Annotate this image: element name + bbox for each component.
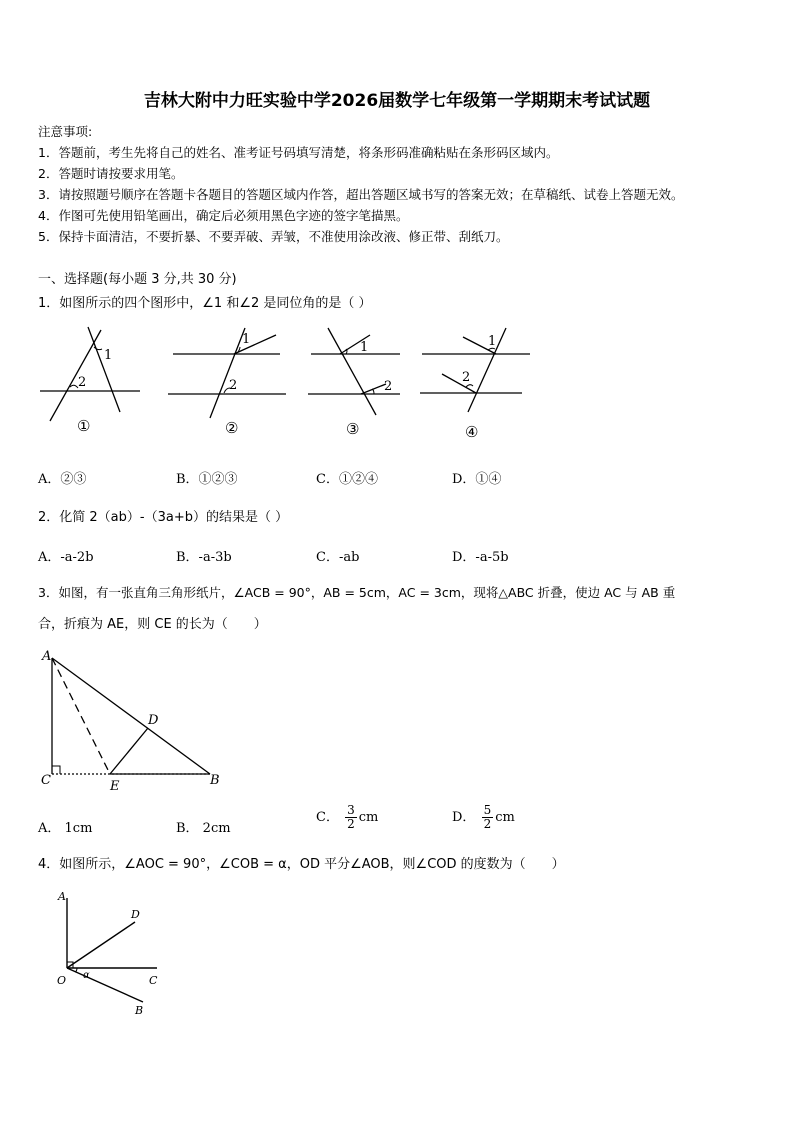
q2-option-d[interactable]: D．-a-5b	[452, 550, 509, 565]
notice-item: 1．答题前，考生先将自己的姓名、准考证号码填写清楚，将条形码准确粘贴在条形码区域内。	[38, 145, 559, 160]
point-c-label: C	[41, 773, 51, 788]
numerator: 3	[347, 803, 355, 817]
figure-label: ②	[225, 419, 239, 437]
q3-stem-line2: 合，折痕为 AE，则 CE 的长为（ ）	[38, 617, 267, 632]
angle-2-label: 2	[78, 375, 87, 390]
notice-item: 5．保持卡面清洁，不要折暴、不要弄破、弄皱，不准使用涂改液、修正带、刮纸刀。	[38, 229, 509, 244]
section-heading: 一、选择题(每小题 3 分,共 30 分)	[38, 272, 237, 287]
numerator: 5	[483, 803, 492, 817]
q2-option-c[interactable]: C．-ab	[316, 550, 360, 565]
point-b-label: B	[135, 1004, 144, 1017]
denominator: 2	[347, 817, 355, 831]
q3-option-a[interactable]: A． 1cm	[38, 821, 93, 836]
figure-label: ④	[465, 423, 479, 441]
q1-figure-1	[40, 325, 150, 437]
unit: cm	[358, 810, 379, 825]
angle-1-label: 1	[488, 334, 497, 349]
point-a-label: A	[42, 649, 52, 664]
option-letter: D．	[452, 810, 476, 825]
angle-1-label: 1	[242, 332, 251, 347]
q1-option-b[interactable]: B．①②③	[176, 472, 238, 487]
point-d-label: D	[148, 713, 159, 728]
q1-figure-2	[168, 325, 293, 437]
q3-option-b[interactable]: B． 2cm	[176, 821, 231, 836]
alpha-label: α	[83, 970, 90, 981]
fraction	[345, 804, 357, 831]
q3-option-c[interactable]	[316, 804, 378, 831]
q2-option-b[interactable]: B．-a-3b	[176, 550, 232, 565]
q3-stem-line1: 3．如图，有一张直角三角形纸片，∠ACB = 90°，AB = 5cm，AC = 3cm，现将△ABC 折叠，使边 AC 与 AB 重	[38, 585, 676, 600]
denominator: 2	[483, 817, 492, 831]
notice-item: 4．作图可先使用铅笔画出，确定后必须用黑色字迹的签字笔描黑。	[38, 208, 409, 223]
exam-title: 吉林大附中力旺实验中学2026届数学七年级第一学期期末考试试题	[143, 91, 651, 111]
point-c-label: C	[149, 974, 158, 987]
angle-1-label: 1	[360, 340, 369, 355]
unit: cm	[495, 810, 515, 825]
q1-figure-3	[308, 325, 408, 437]
option-letter: C．	[316, 810, 339, 825]
q4-angle-figure	[55, 886, 175, 1021]
fraction	[482, 804, 494, 831]
q1-figure-4	[420, 325, 535, 441]
q2-stem: 2．化简 2（ab）-（3a+b）的结果是（ ）	[38, 510, 289, 525]
point-a-label: A	[58, 890, 66, 903]
angle-2-label: 2	[229, 378, 238, 393]
q1-option-c[interactable]: C．①②④	[316, 472, 378, 487]
figure-label: ①	[77, 417, 91, 435]
notice-item: 3．请按照题号顺序在答题卡各题目的答题区域内作答，超出答题区域书写的答案无效；在草稿纸、试卷上答题无效。	[38, 187, 684, 202]
notice-heading: 注意事项:	[38, 124, 93, 139]
angle-1-label: 1	[104, 348, 113, 363]
q1-option-d[interactable]: D．①④	[452, 472, 502, 487]
q3-option-d[interactable]	[452, 804, 515, 831]
point-e-label: E	[110, 779, 120, 794]
q1-stem: 1．如图所示的四个图形中，∠1 和∠2 是同位角的是（ ）	[38, 296, 372, 311]
q4-stem: 4．如图所示，∠AOC = 90°，∠COB = α，OD 平分∠AOB，则∠COD 的度数为（ ）	[38, 857, 565, 872]
point-o-label: O	[57, 974, 67, 987]
angle-2-label: 2	[462, 370, 471, 385]
q3-triangle-figure	[38, 648, 238, 796]
notice-item: 2．答题时请按要求用笔。	[38, 166, 184, 181]
q2-option-a[interactable]: A．-a-2b	[38, 550, 94, 565]
q1-option-a[interactable]: A．②③	[38, 472, 87, 487]
angle-2-label: 2	[384, 379, 393, 394]
point-d-label: D	[131, 908, 140, 921]
point-b-label: B	[210, 773, 220, 788]
figure-label: ③	[346, 420, 360, 438]
